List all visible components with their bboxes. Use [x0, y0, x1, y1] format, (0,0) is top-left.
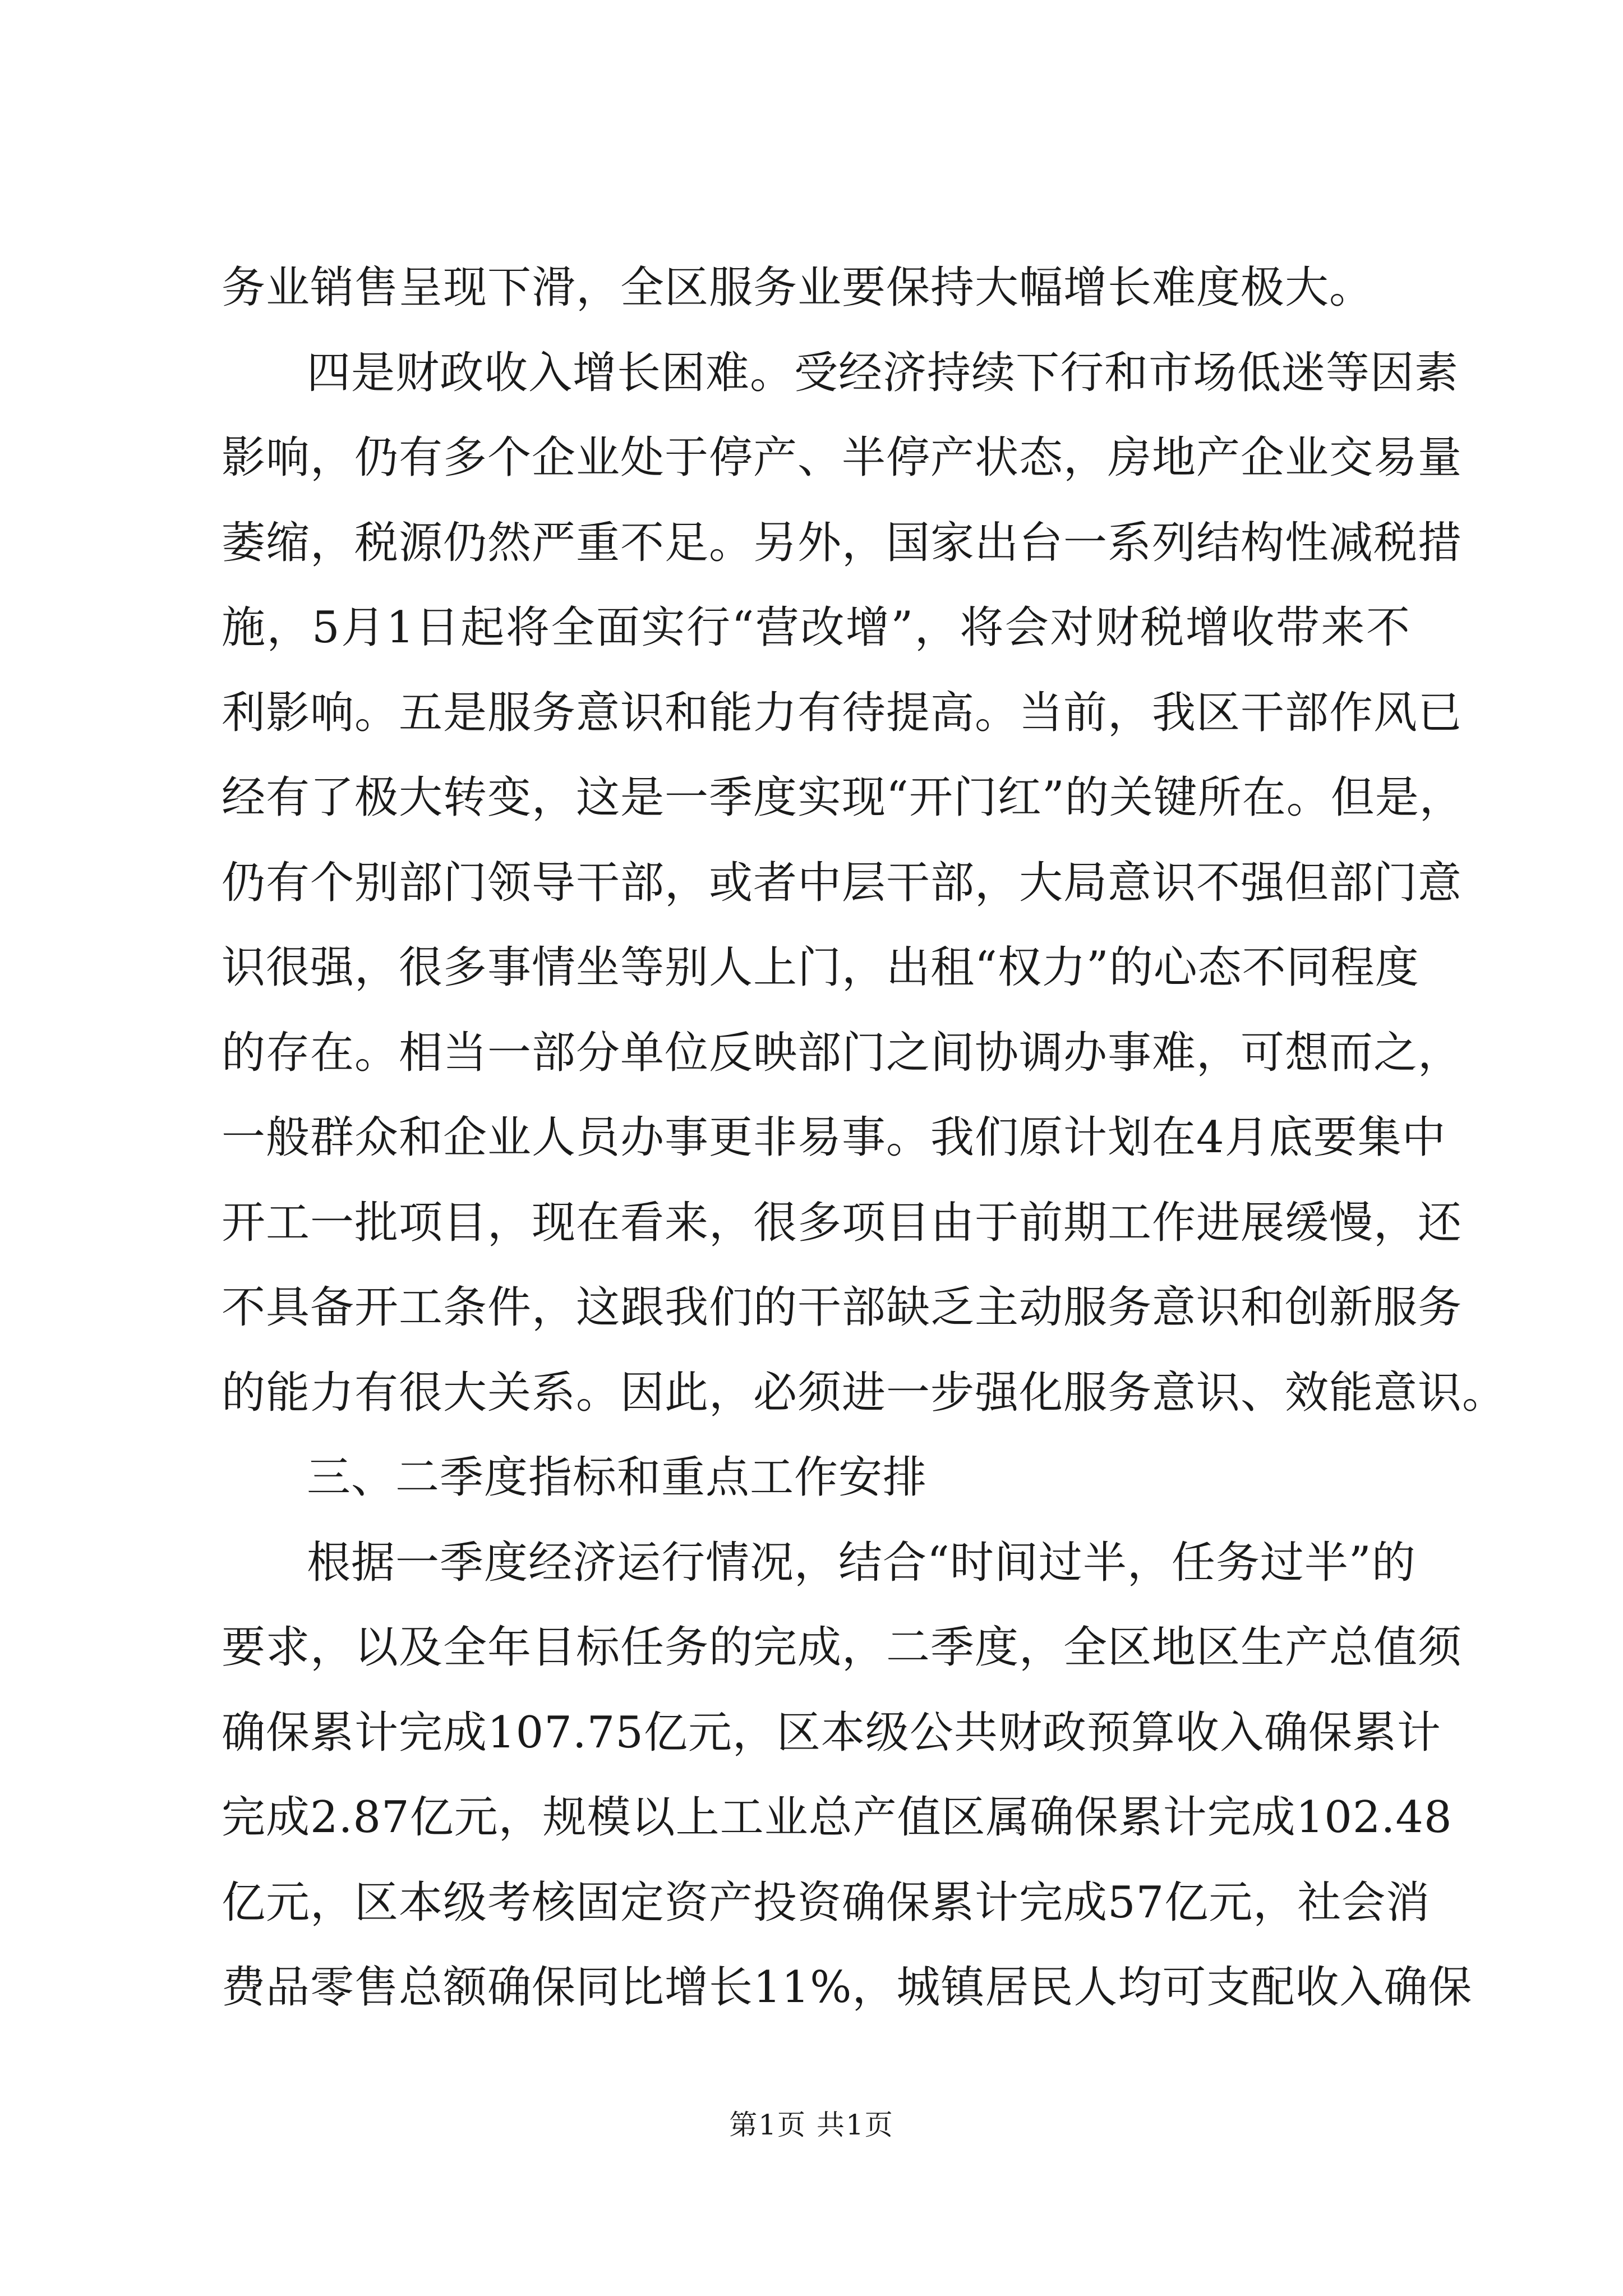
text-line: 经有了极大转变，这是一季度实现“开门红”的关键所在。但是，	[222, 772, 1464, 823]
text-line: 四是财政收入增长困难。受经济持续下行和市场低迷等因素	[307, 347, 1459, 398]
text-line: 萎缩，税源仍然严重不足。另外，国家出台一系列结构性减税措	[222, 517, 1463, 568]
text-line: 根据一季度经济运行情况，结合“时间过半，任务过半”的	[307, 1537, 1416, 1588]
text-line: 的存在。相当一部分单位反映部门之间协调办事难，可想而之，	[222, 1027, 1463, 1078]
section-heading: 三、二季度指标和重点工作安排	[307, 1452, 928, 1503]
page-footer: 第1页 共1页	[729, 2109, 894, 2141]
text-line: 施，5月1日起将全面实行“营改增”，将会对财税增收带来不	[222, 602, 1410, 653]
text-line: 不具备开工条件，这跟我们的干部缺乏主动服务意识和创新服务	[222, 1282, 1463, 1333]
text-line: 费品零售总额确保同比增长11%，城镇居民人均可支配收入确保	[222, 1962, 1473, 2013]
text-line: 仍有个别部门领导干部，或者中层干部，大局意识不强但部门意	[222, 857, 1463, 908]
text-line: 的能力有很大关系。因此，必须进一步强化服务意识、效能意识。	[222, 1367, 1507, 1418]
text-line: 确保累计完成107.75亿元，区本级公共财政预算收入确保累计	[222, 1707, 1441, 1758]
text-line: 利影响。五是服务意识和能力有待提高。当前，我区干部作风已	[222, 687, 1463, 738]
text-line: 一般群众和企业人员办事更非易事。我们原计划在4月底要集中	[222, 1112, 1446, 1163]
body-text	[222, 246, 1507, 2031]
text-line: 亿元，区本级考核固定资产投资确保累计完成57亿元，社会消	[222, 1877, 1431, 1928]
text-line: 开工一批项目，现在看来，很多项目由于前期工作进展缓慢，还	[222, 1197, 1463, 1248]
text-line: 识很强，很多事情坐等别人上门，出租“权力”的心态不同程度	[222, 942, 1419, 993]
text-line: 完成2.87亿元，规模以上工业总产值区属确保累计完成102.48	[222, 1792, 1453, 1843]
text-line: 影响，仍有多个企业处于停产、半停产状态，房地产企业交易量	[222, 432, 1463, 483]
text-line: 要求，以及全年目标任务的完成，二季度，全区地区生产总值须	[222, 1622, 1463, 1673]
text-line: 务业销售呈现下滑，全区服务业要保持大幅增长难度极大。	[222, 263, 1374, 313]
